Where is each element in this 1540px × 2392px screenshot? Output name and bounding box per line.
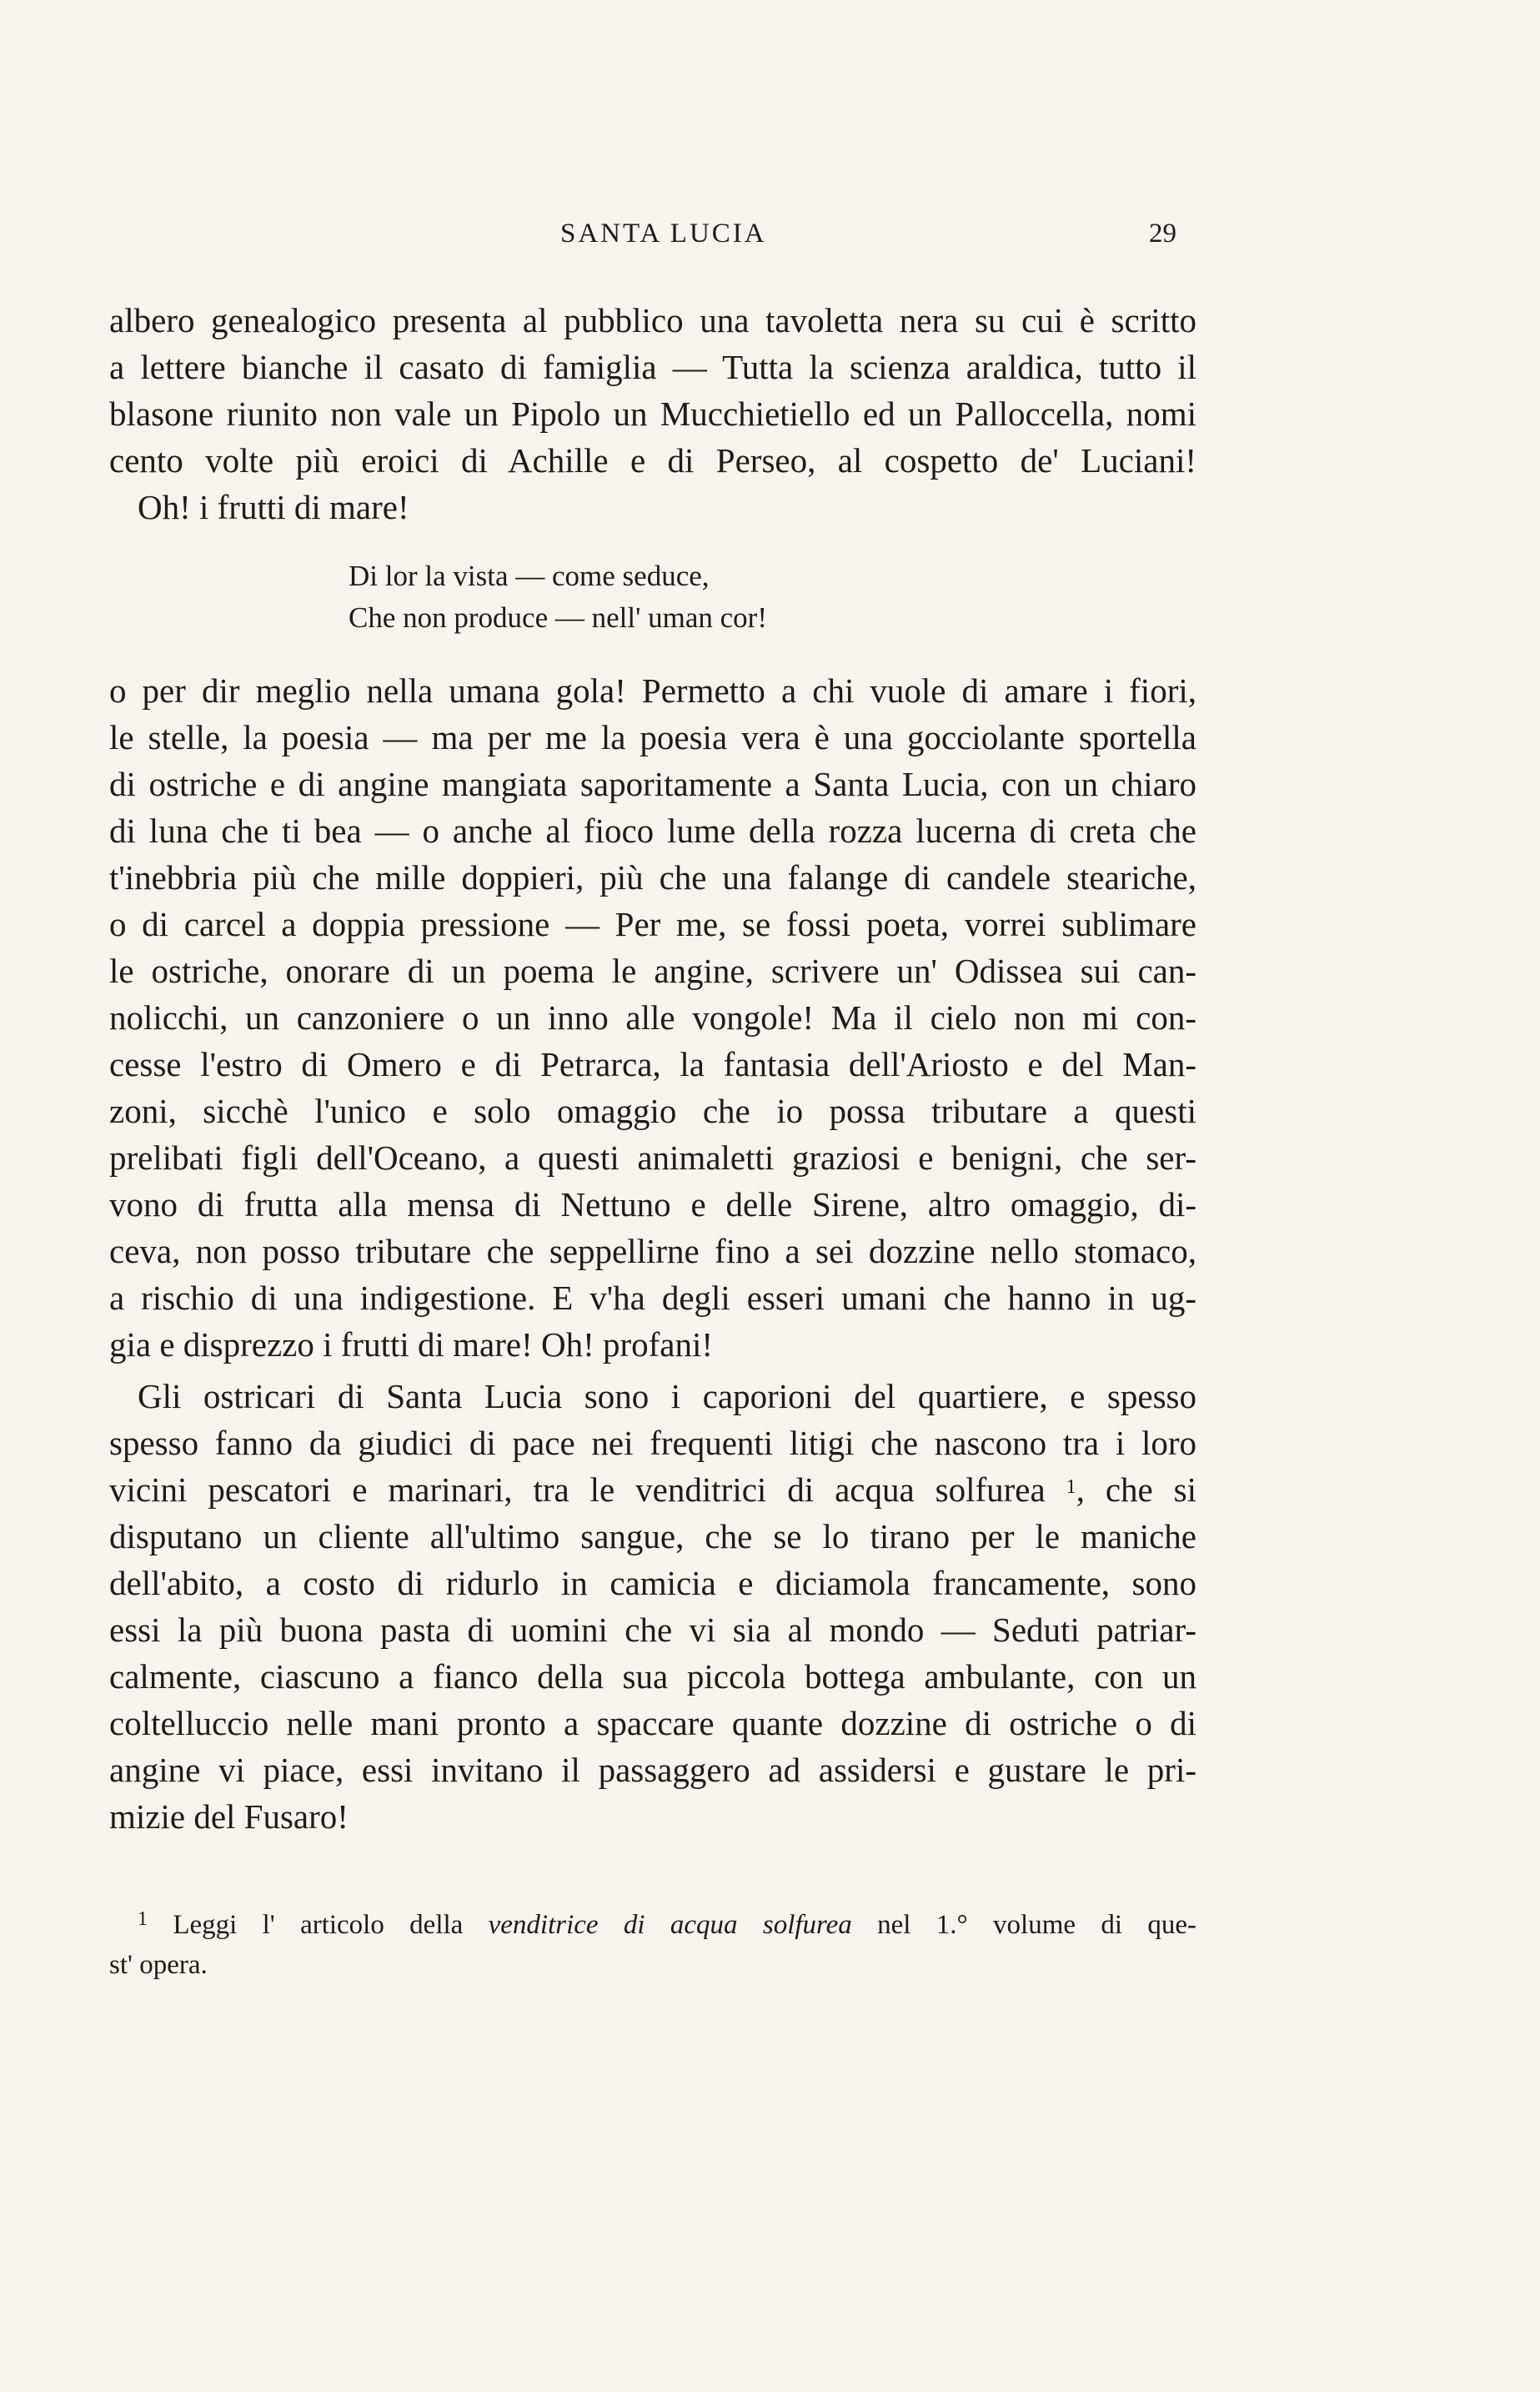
running-header bbox=[0, 219, 1540, 252]
text-line: o per dir meglio nella umana gola! Permetto a chi vuole di amare i fiori, bbox=[109, 671, 1196, 710]
footnote-line: st' opera. bbox=[109, 1950, 208, 1980]
page-number: 29 bbox=[1149, 219, 1176, 249]
paragraph-2 bbox=[109, 667, 1196, 1368]
text-line: ceva, non posso tributare che seppellirne fino a sei dozzine nello stomaco, bbox=[109, 1232, 1196, 1270]
exclamation-line: Oh! i frutti di mare! bbox=[138, 488, 409, 526]
text-line: albero genealogico presenta al pubblico una tavoletta nera su cui è scritto bbox=[109, 301, 1196, 339]
footnote-text: nel 1.° volume di que- bbox=[877, 1910, 1196, 1940]
text-line: blasone riunito non vale un Pipolo un Mucchietiello ed un Palloccella, nomi bbox=[109, 394, 1196, 433]
running-title: SANTA LUCIA bbox=[560, 219, 767, 249]
text-line: Gli ostricari di Santa Lucia sono i caporioni del quartiere, e spesso bbox=[138, 1377, 1196, 1415]
text-line: nolicchi, un canzoniere o un inno alle vongole! Ma il cielo non mi con- bbox=[109, 998, 1196, 1037]
footnote-italic-title: venditrice di acqua solfurea bbox=[488, 1910, 852, 1940]
text-line: di ostriche e di angine mangiata saporitamente a Santa Lucia, con un chiaro bbox=[109, 765, 1196, 803]
text-line: gia e disprezzo i frutti di mare! Oh! profani! bbox=[109, 1325, 714, 1364]
footnote-line bbox=[109, 1905, 1196, 1945]
text-line: a lettere bianche il casato di famiglia — Tutta la scienza araldica, tutto il bbox=[109, 348, 1196, 386]
text-line: vono di frutta alla mensa di Nettuno e delle Sirene, altro omaggio, di- bbox=[109, 1185, 1196, 1224]
footnote-reference: 1 bbox=[1066, 1476, 1076, 1498]
text-line: prelibati figli dell'Oceano, a questi animaletti graziosi e benigni, che ser- bbox=[109, 1138, 1196, 1177]
text-fragment: , che si bbox=[1076, 1470, 1197, 1509]
text-line: t'inebbria più che mille doppieri, più che una falange di candele steariche, bbox=[109, 858, 1196, 897]
text-line: cesse l'estro di Omero e di Petrarca, la fantasia dell'Ariosto e del Man- bbox=[109, 1045, 1196, 1083]
text-fragment: vicini pescatori e marinari, tra le venditrici di acqua solfurea bbox=[109, 1470, 1046, 1509]
text-line: essi la più buona pasta di uomini che vi sia al mondo — Seduti patriar- bbox=[109, 1611, 1196, 1649]
text-line: dell'abito, a costo di ridurlo in camicia e diciamola francamente, sono bbox=[109, 1564, 1196, 1602]
footnote-text: Leggi l' articolo della bbox=[173, 1910, 464, 1940]
text-line: calmente, ciascuno a fianco della sua piccola bottega ambulante, con un bbox=[109, 1657, 1196, 1696]
text-line: angine vi piace, essi invitano il passaggero ad assidersi e gustare le pri- bbox=[109, 1751, 1196, 1789]
text-line: cento volte più eroici di Achille e di Perseo, al cospetto de' Luciani! bbox=[109, 441, 1196, 480]
verse-quote bbox=[349, 555, 767, 639]
text-line: spesso fanno da giudici di pace nei frequenti litigi che nascono tra i loro bbox=[109, 1424, 1196, 1462]
text-line: zoni, sicchè l'unico e solo omaggio che io possa tributare a questi bbox=[109, 1092, 1196, 1130]
paragraph-3 bbox=[109, 1373, 1196, 1840]
paragraph-1 bbox=[109, 297, 1196, 530]
text-line: mizie del Fusaro! bbox=[109, 1797, 349, 1836]
text-line: di luna che ti bea — o anche al fioco lume della rozza lucerna di creta che bbox=[109, 812, 1196, 850]
text-line: a rischio di una indigestione. E v'ha degli esseri umani che hanno in ug- bbox=[109, 1279, 1196, 1317]
footnote bbox=[109, 1905, 1196, 1985]
verse-line: Di lor la vista — come seduce, bbox=[349, 560, 710, 592]
text-line: coltelluccio nelle mani pronto a spaccare quante dozzine di ostriche o di bbox=[109, 1704, 1196, 1742]
footnote-marker: 1 bbox=[138, 1908, 148, 1930]
verse-line: Che non produce — nell' uman cor! bbox=[349, 601, 767, 634]
text-line: disputano un cliente all'ultimo sangue, che se lo tirano per le maniche bbox=[109, 1517, 1196, 1555]
text-line: le stelle, la poesia — ma per me la poesia vera è una gocciolante sportella bbox=[109, 718, 1196, 756]
text-line-with-note bbox=[109, 1466, 1196, 1513]
text-line: o di carcel a doppia pressione — Per me, se fossi poeta, vorrei sublimare bbox=[109, 905, 1196, 943]
text-line: le ostriche, onorare di un poema le angine, scrivere un' Odissea sui can- bbox=[109, 952, 1196, 990]
